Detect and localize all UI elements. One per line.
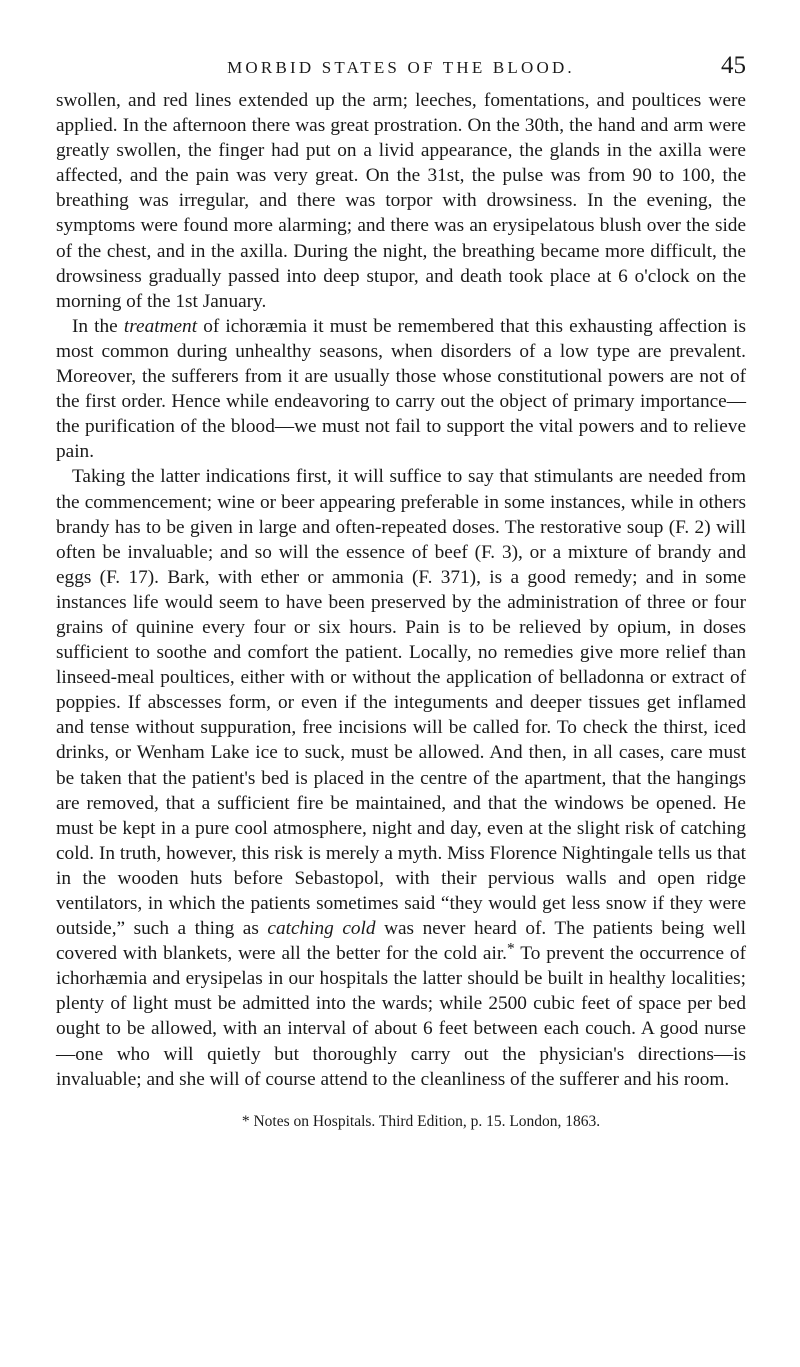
paragraph (56, 314, 746, 465)
text-run: Taking the latter indications first, it will suffice to say that stimulants are needed from the commencement; wine or beer appearing preferable in some instances, while in others brandy has to be given in large and often-repeated doses. The restorative soup (F. 2) will often be invaluable; and so will the essence of beef (F. 3), or a mixture of brandy and eggs (F. 17). Bark, with ether or ammonia (F. 371), is a good remedy; and in some instances life would seem to have been preserved by the administration of three or four grains of quinine every four or six hours. Pain is to be relieved by opium, in doses sufficient to soothe and comfort the patient. Locally, no remedies give more relief than linseed-meal poultices, either with or without the application of belladonna or extract of poppies. If abscesses form, or even if the integuments and deeper tissues get inflamed and tense without suppuration, free incisions will be called for. To check the thirst, iced drinks, or Wenham Lake ice to suck, must be allowed. And then, in all cases, care must be taken that the patient's bed is placed in the centre of the apartment, that the hangings are removed, that a sufficient fire be maintained, and that the windows be opened. He must be kept in a pure cool atmosphere, night and day, even at the slight risk of catching cold. In truth, however, this risk is merely a myth. Miss Florence Nightingale tells us that in the wooden huts before Sebastopol, with their pervious walls and open ridge ventilators, in which the patients sometimes said “they would get less snow if they were outside,” such a thing as (56, 466, 746, 940)
body-text (56, 88, 746, 1092)
italic-text: treatment (123, 315, 198, 337)
footnote-reference: * (507, 940, 515, 958)
running-head (56, 52, 746, 82)
paragraph (56, 464, 746, 1091)
italic-text: catching cold (267, 918, 376, 940)
book-page (56, 52, 746, 1132)
footnote-text: Notes on Hospitals. Third Edition, p. 15. London, 1863. (253, 1112, 601, 1130)
text-run: of ichoræmia it must be remembered that this exhausting affection is most common during unhealthy seasons, when disorders of a low type are prevalent. Moreover, the sufferers from it are usually those whose constitutional powers are not of the first order. Hence while endeavoring to carry out the object of primary importance—the purification of the blood—we must not fail to support the vital powers and to relieve pain. (56, 315, 746, 463)
text-run: To prevent the occurrence of ichorhæmia and erysipelas in our hospitals the latter should be built in healthy localities; plenty of light must be admitted into the wards; while 2500 cubic feet of space per bed ought to be allowed, with an interval of about 6 feet between each couch. A good nurse—one who will quietly but thoroughly carry out the physician's directions—is invaluable; and she will of course attend to the cleanliness of the sufferer and his room. (56, 943, 746, 1090)
running-title: MORBID STATES OF THE BLOOD. (227, 58, 575, 77)
paragraph (56, 88, 746, 314)
footnote-marker: * (241, 1112, 250, 1130)
footnote (56, 1112, 746, 1132)
text-run: was never heard of. The patients being well covered with blankets, were all the better for the cold air. (56, 918, 746, 965)
text-run: In the (72, 315, 124, 337)
page-number: 45 (721, 52, 746, 79)
text-run: swollen, and red lines extended up the arm; leeches, fomentations, and poultices were applied. In the afternoon there was great prostration. On the 30th, the hand and arm were greatly swollen, the finger had put on a livid appearance, the glands in the axilla were affected, and the pain was very great. On the 31st, the pulse was from 90 to 100, the breathing was irregular, and there was torpor with drowsiness. In the evening, the symptoms were found more alarming; and there was an erysipelatous blush over the side of the chest, and in the axilla. During the night, the breathing became more difficult, the drowsiness gradually passed into deep stupor, and death took place at 6 o'clock on the morning of the 1st January. (56, 90, 746, 312)
